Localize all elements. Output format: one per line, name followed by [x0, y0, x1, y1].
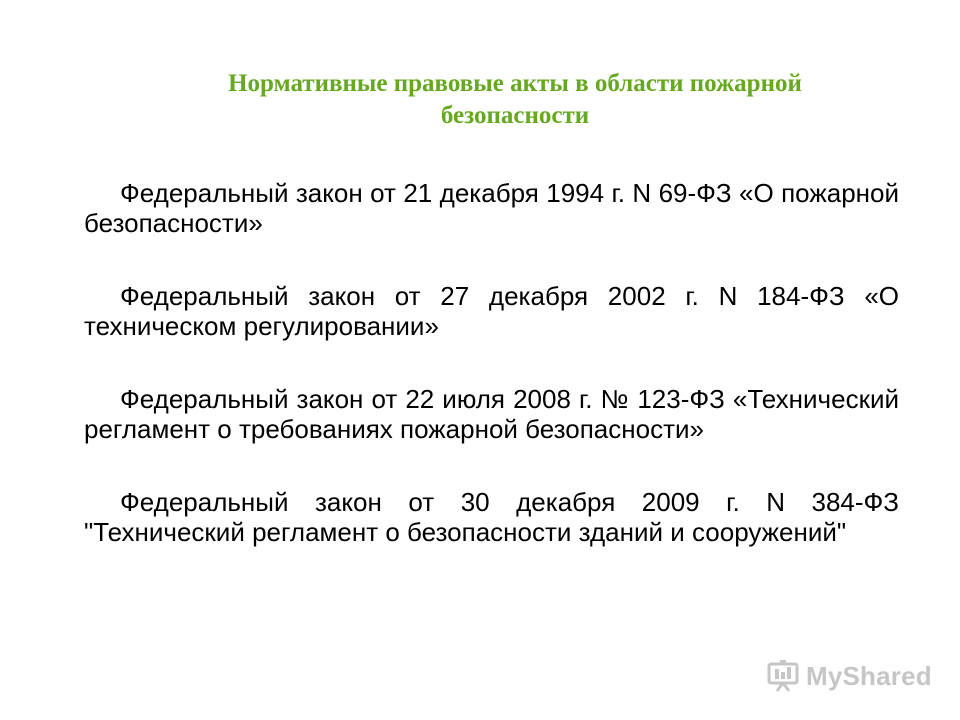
slide-title-line-2: безопасности: [440, 102, 590, 129]
law-item-123-fz: Федеральный закон от 22 июля 2008 г. № 123-ФЗ «Технический регламент о требованиях пожарной безопасности»: [84, 384, 899, 444]
law-item-69-fz: Федеральный закон от 21 декабря 1994 г. N 69-ФЗ «О пожарной безопасности»: [84, 178, 899, 238]
law-item-184-fz: Федеральный закон от 27 декабря 2002 г. N 184-ФЗ «О техническом регулировании»: [84, 281, 899, 341]
myshared-watermark: [766, 656, 932, 696]
law-list: [84, 178, 899, 547]
slide-title-line-1: Нормативные правовые акты в области пожарной: [228, 70, 802, 97]
slide-title: [100, 68, 930, 132]
presentation-board-icon: [766, 659, 800, 693]
watermark-text: MyShared: [806, 660, 932, 691]
law-item-384-fz: Федеральный закон от 30 декабря 2009 г. N 384-ФЗ "Технический регламент о безопасности зданий и сооружений": [84, 487, 899, 547]
